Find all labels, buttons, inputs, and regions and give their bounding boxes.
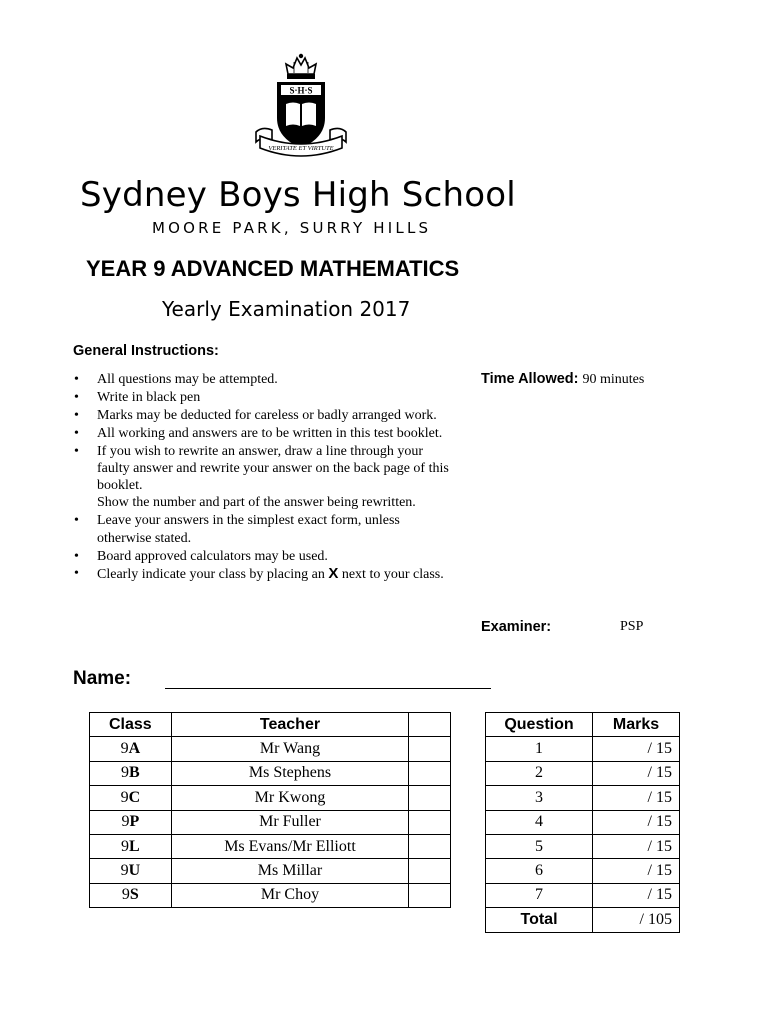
table-header-row — [486, 713, 680, 737]
class-letter: P — [129, 813, 140, 831]
class-letter: A — [128, 740, 141, 758]
time-allowed — [481, 370, 644, 388]
question-cell: 1 — [486, 737, 593, 761]
examiner — [481, 618, 644, 636]
name-input-line[interactable] — [165, 688, 491, 689]
table-row — [486, 883, 680, 907]
instruction-text: Clearly indicate your class by placing an — [97, 567, 325, 583]
question-cell: 6 — [486, 859, 593, 883]
class-year: 9 — [121, 837, 129, 855]
class-letter: L — [129, 837, 140, 855]
column-header: Teacher — [171, 713, 409, 737]
question-cell: 5 — [486, 834, 593, 858]
instruction-item: • All working and answers are to be written in this test booklet. — [74, 425, 454, 442]
class-cell — [90, 737, 172, 761]
instruction-item — [74, 565, 454, 583]
teacher-cell: Mr Kwong — [171, 786, 409, 810]
table-row — [90, 810, 451, 834]
time-allowed-label: Time Allowed: — [481, 371, 579, 387]
instruction-item: • Board approved calculators may be used. — [74, 548, 454, 565]
class-check-cell[interactable] — [409, 810, 451, 834]
class-letter: B — [129, 764, 140, 782]
total-label: Total — [486, 908, 593, 932]
total-marks: / 105 — [593, 908, 680, 932]
table-row — [90, 883, 451, 907]
school-location: MOORE PARK, SURRY HILLS — [152, 219, 432, 237]
crest-motto: VERITATE ET VIRTUTE — [268, 145, 334, 152]
class-check-cell[interactable] — [409, 737, 451, 761]
class-check-cell[interactable] — [409, 834, 451, 858]
instructions-list — [74, 371, 454, 584]
question-cell: 7 — [486, 883, 593, 907]
class-cell — [90, 883, 172, 907]
school-crest-logo — [250, 52, 352, 164]
marks-cell: / 15 — [593, 834, 680, 858]
table-row — [90, 786, 451, 810]
question-cell: 3 — [486, 786, 593, 810]
table-row — [486, 786, 680, 810]
class-table — [89, 712, 451, 908]
class-cell — [90, 786, 172, 810]
class-letter: C — [128, 788, 141, 806]
table-row — [90, 737, 451, 761]
x-mark: X — [328, 565, 339, 583]
crest-initials: S·H·S — [289, 85, 313, 96]
class-year: 9 — [121, 764, 129, 782]
table-row — [486, 859, 680, 883]
class-cell — [90, 859, 172, 883]
class-cell — [90, 834, 172, 858]
marks-cell: / 15 — [593, 810, 680, 834]
class-check-cell[interactable] — [409, 761, 451, 785]
class-check-cell[interactable] — [409, 786, 451, 810]
instruction-item: • Leave your answers in the simplest exact form, unless otherwise stated. — [74, 512, 454, 547]
marks-cell: / 15 — [593, 859, 680, 883]
column-header: Question — [486, 713, 593, 737]
table-row — [90, 834, 451, 858]
exam-title: Yearly Examination 2017 — [162, 297, 411, 321]
class-year: 9 — [121, 886, 130, 904]
table-row — [90, 859, 451, 883]
teacher-cell: Mr Choy — [171, 883, 409, 907]
teacher-cell: Ms Evans/Mr Elliott — [171, 834, 409, 858]
class-year: 9 — [120, 862, 129, 880]
teacher-cell: Mr Wang — [171, 737, 409, 761]
class-letter: U — [128, 862, 141, 880]
table-row — [486, 834, 680, 858]
instruction-item: • All questions may be attempted. — [74, 371, 454, 388]
marks-table — [485, 712, 680, 933]
question-cell: 4 — [486, 810, 593, 834]
table-row — [486, 737, 680, 761]
teacher-cell: Ms Millar — [171, 859, 409, 883]
class-year: 9 — [121, 813, 130, 831]
table-header-row — [90, 713, 451, 737]
subject-title: YEAR 9 ADVANCED MATHEMATICS — [86, 256, 460, 281]
instruction-text: If you wish to rewrite an answer, draw a line through your faulty answer and rewrite your answer on the back page of this booklet. — [97, 443, 449, 494]
shield-icon — [277, 82, 325, 148]
instruction-text: next to your class. — [341, 567, 444, 583]
class-year: 9 — [120, 788, 129, 806]
marks-cell: / 15 — [593, 786, 680, 810]
marks-cell: / 15 — [593, 761, 680, 785]
instruction-item: • Marks may be deducted for careless or badly arranged work. — [74, 407, 454, 424]
table-row — [90, 761, 451, 785]
instructions-heading: General Instructions: — [73, 343, 219, 359]
time-allowed-value: 90 minutes — [582, 372, 645, 387]
class-year: 9 — [120, 740, 129, 758]
table-row — [486, 761, 680, 785]
class-letter: S — [129, 886, 139, 904]
table-row — [486, 810, 680, 834]
class-check-cell[interactable] — [409, 883, 451, 907]
instruction-item: • Write in black pen — [74, 389, 454, 406]
class-check-cell[interactable] — [409, 859, 451, 883]
examiner-value: PSP — [620, 619, 644, 634]
school-name: Sydney Boys High School — [80, 175, 516, 215]
teacher-cell: Ms Stephens — [171, 761, 409, 785]
question-cell: 2 — [486, 761, 593, 785]
column-header: Class — [90, 713, 172, 737]
instruction-text: Show the number and part of the answer being rewritten. — [97, 495, 416, 511]
instruction-item — [74, 443, 454, 512]
marks-cell: / 15 — [593, 883, 680, 907]
class-cell — [90, 761, 172, 785]
examiner-label: Examiner: — [481, 619, 552, 635]
name-label: Name: — [73, 668, 132, 689]
class-checkbox-header — [409, 713, 451, 737]
class-cell — [90, 810, 172, 834]
crown-icon — [286, 54, 316, 79]
column-header: Marks — [593, 713, 680, 737]
teacher-cell: Mr Fuller — [171, 810, 409, 834]
total-row — [486, 908, 680, 932]
marks-cell: / 15 — [593, 737, 680, 761]
